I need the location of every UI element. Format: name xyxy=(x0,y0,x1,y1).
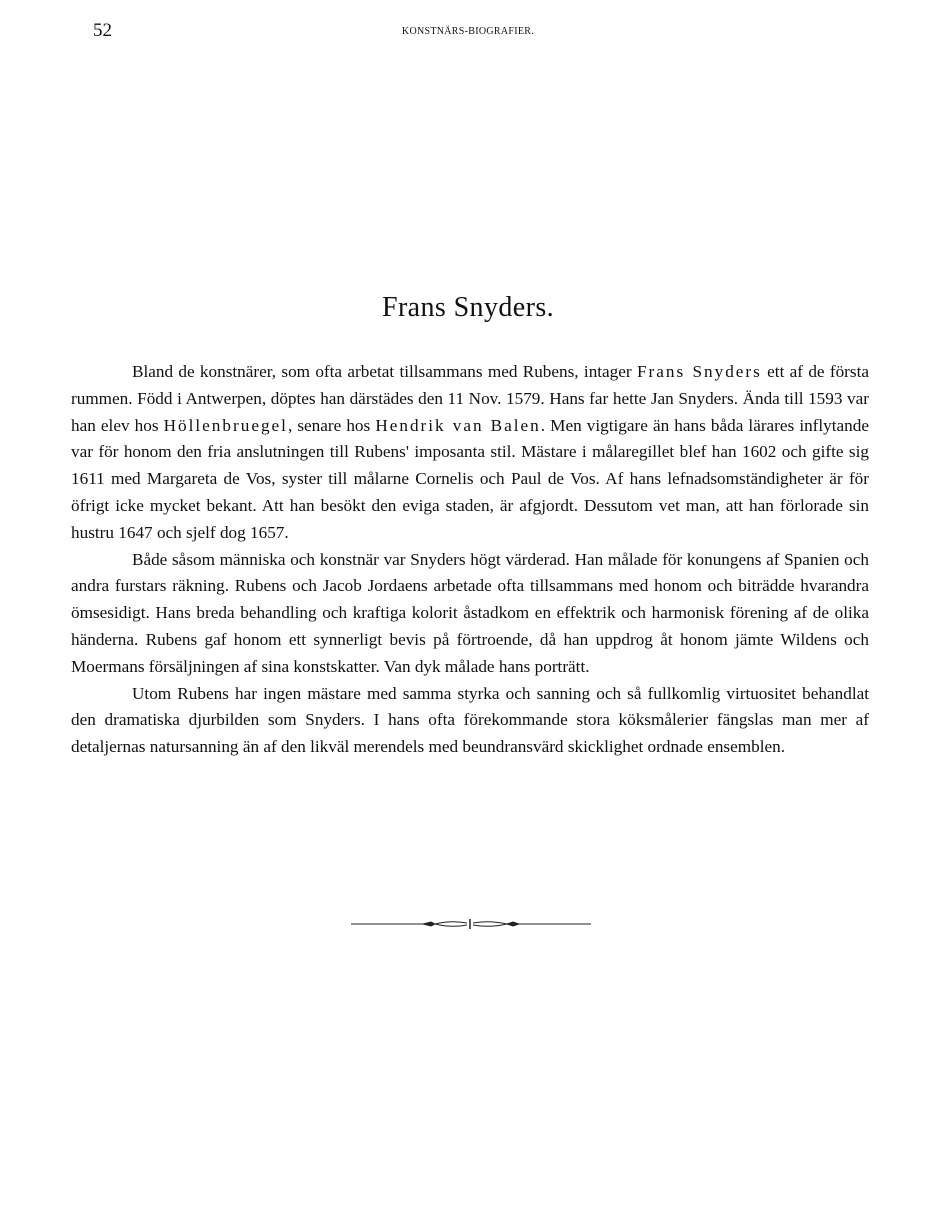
paragraph-2 xyxy=(71,547,869,681)
text-segment: Utom Rubens har ingen mästare med samma styrka och sanning och så fullkomlig virtuositet behandlat den dramatiska djurbilden som Snyders. I hans ofta förekommande stora köksmålerier fängslas man mer af detaljernas natursanning än af den likväl merendels med beundransvärd skicklighet ordnade ensemblen. xyxy=(71,683,869,757)
article-title: Frans Snyders. xyxy=(381,292,555,323)
text-segment: Både såsom människa och konstnär var Snyders högt värderad. Han målade för konungens af Spanien och andra furstars räkning. Rubens och Jacob Jordaens arbetade ofta tillsammans med honom och biträdde hvarandra ömsesidigt. Hans breda behandling och kraftiga kolorit åstadkom en effektrik och harmonisk förening af de olika händerna. Rubens gaf honom ett synnerligt bevis på förtroende, då han uppdrog åt honom jämte Wildens och Moermans försäljningen af sina konstskatter. Van dyk målade hans porträtt. xyxy=(71,549,869,676)
decorative-rule-icon xyxy=(351,917,591,931)
text-segment: , senare hos xyxy=(287,415,376,435)
text-segment: Bland de konstnärer, som ofta arbetat tillsammans med Rubens, intager xyxy=(132,362,637,381)
running-head: KONSTNÄRS-BIOGRAFIER. xyxy=(401,26,535,37)
teacher-name: Höllenbruegel xyxy=(163,415,288,435)
artist-name: Frans Snyders xyxy=(636,362,762,381)
text-segment: ett af de första rummen. Född i Antwerpen, döptes han därstädes den 11 Nov. 1579. Hans far hette Jan Snyders. Ända till 1593 var han elev hos xyxy=(71,362,869,435)
paragraph-3 xyxy=(71,681,869,761)
article-body xyxy=(71,359,869,761)
paragraph-1 xyxy=(71,359,869,547)
page-number: 52 xyxy=(93,20,112,41)
text-segment: . Men vigtigare än hans båda lärares inflytande var för honom den fria anslutningen till Rubens' imposanta stil. Mästare i målaregillet blef han 1602 och gifte sig 1611 med Margareta de Vos, syster till målarne Cornelis och Paul de Vos. Af hans lefnadsomständigheter är för öfrigt icke mycket bekant. Att han besökt den eviga staden, är afgjordt. Dessutom vet man, att han förlorade sin hustru 1647 och sjelf dog 1657. xyxy=(71,415,869,542)
teacher-name: Hendrik van Balen xyxy=(375,415,541,435)
